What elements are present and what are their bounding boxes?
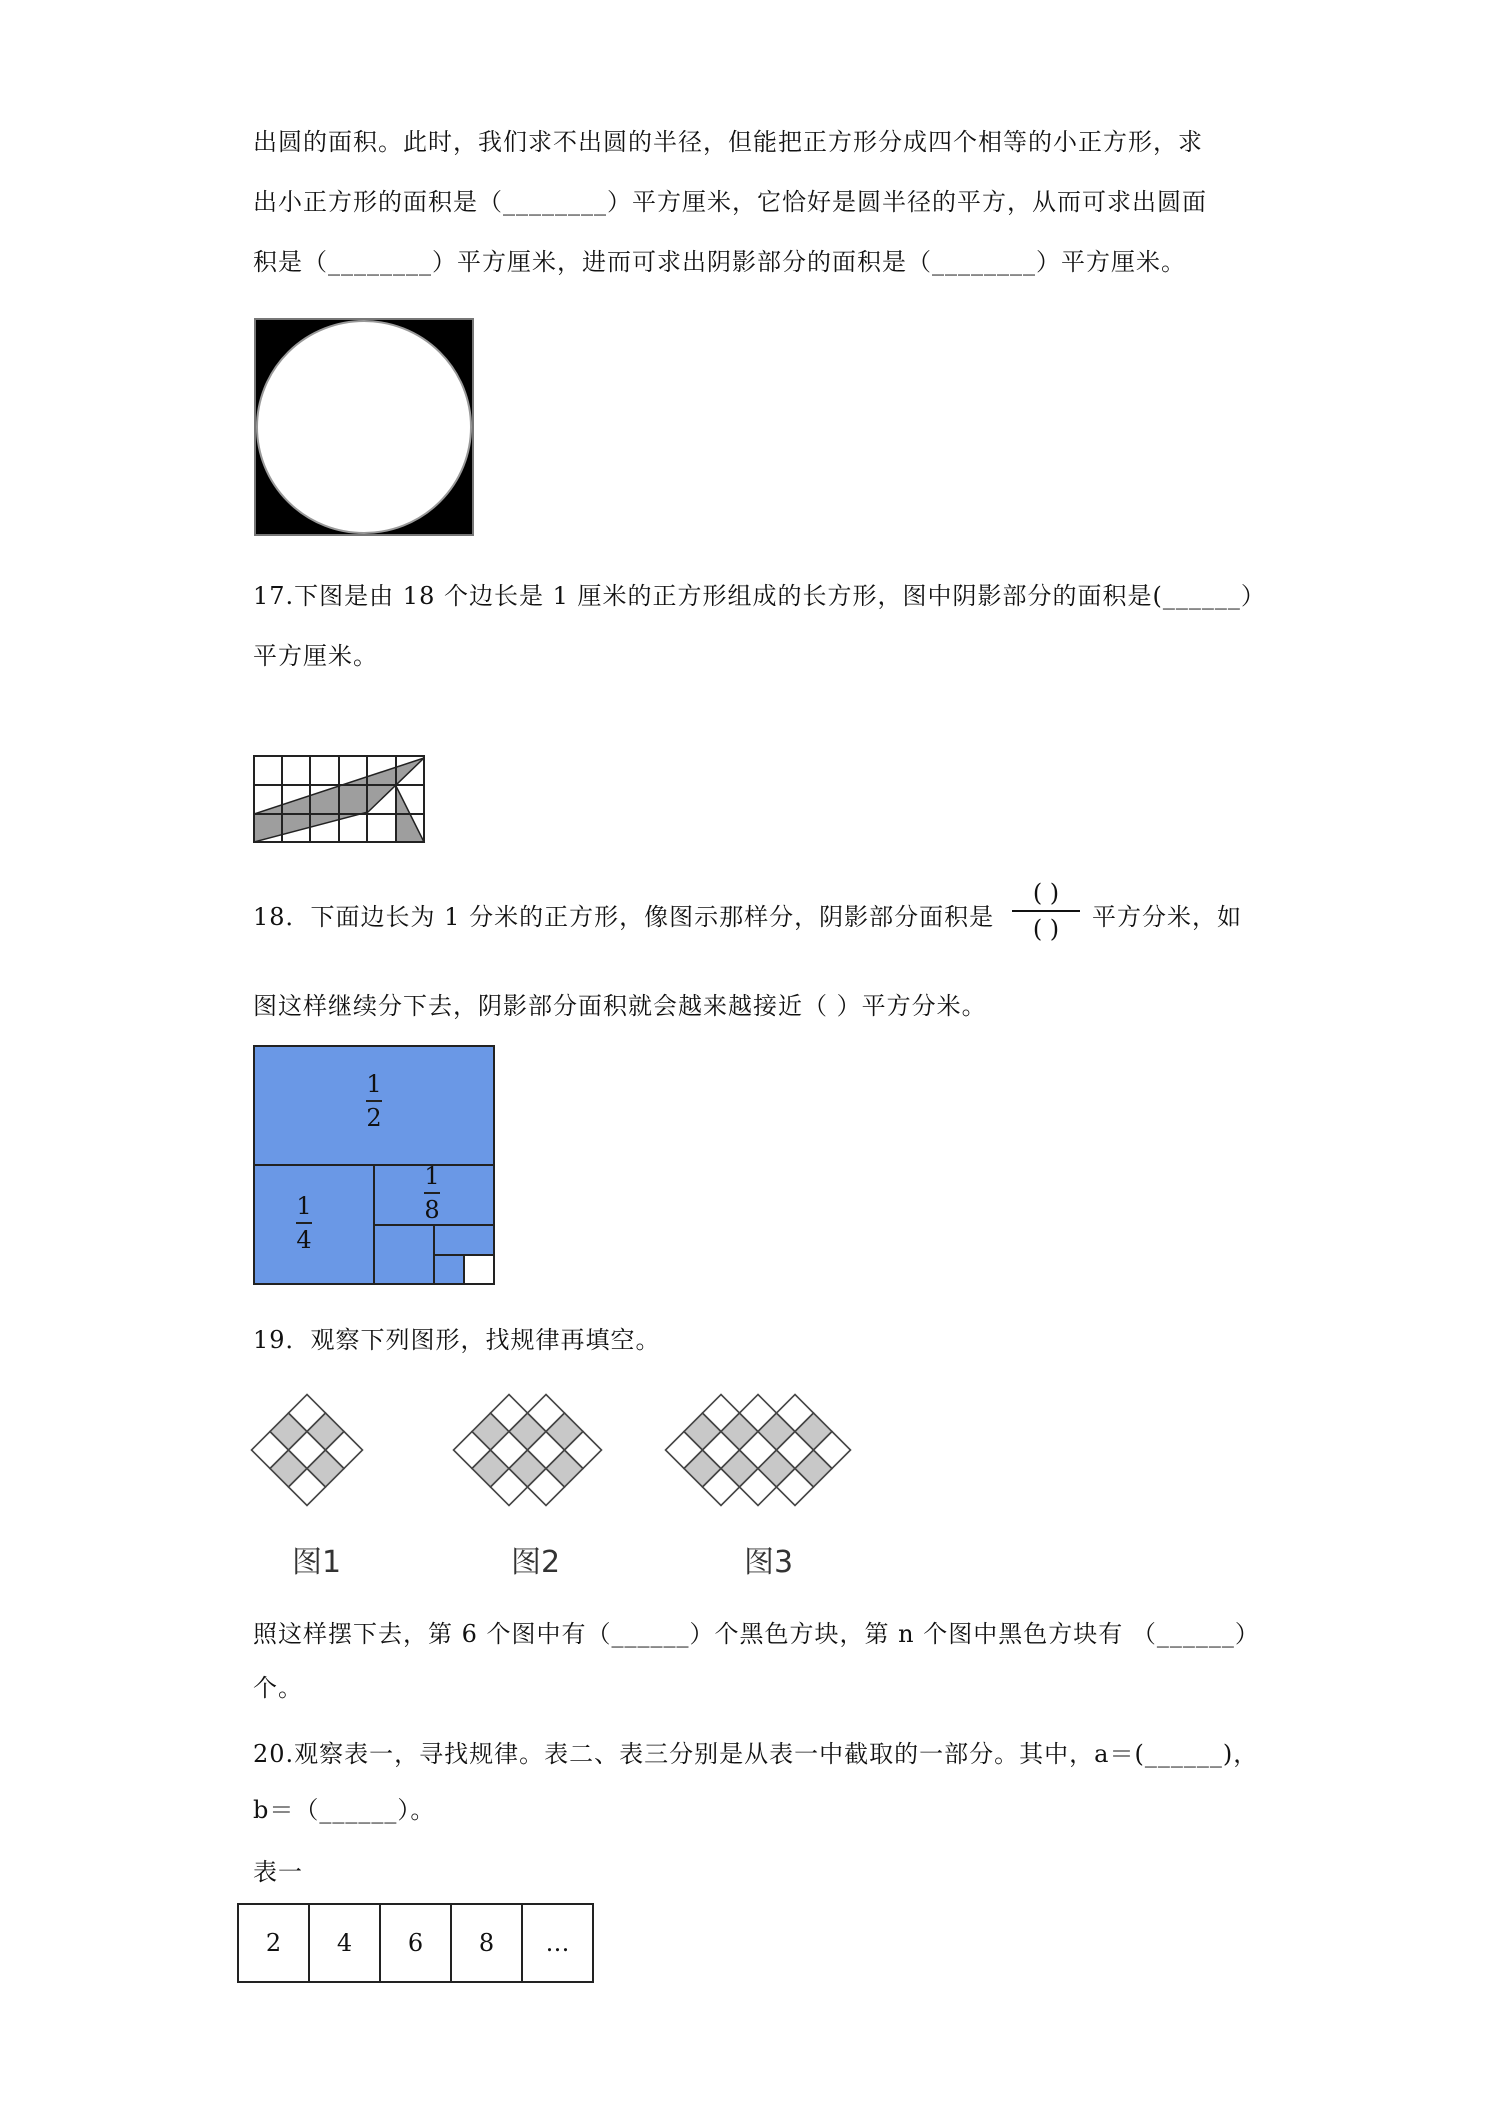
label-one-eighth xyxy=(392,1162,472,1224)
q18-line-2: 图这样继续分下去，阴影部分面积就会越来越接近（ ）平方分米。 xyxy=(253,992,987,1020)
table-cell: 4 xyxy=(309,1904,380,1982)
table-row xyxy=(238,1904,593,1982)
half-numerator: 1 xyxy=(366,1070,382,1098)
q18-square-division-figure xyxy=(252,1044,496,1286)
q18-line-1a: 18．下面边长为 1 分米的正方形，像图示那样分，阴影部分面积是 xyxy=(253,903,995,931)
eighth-numerator: 1 xyxy=(424,1162,440,1190)
label-one-quarter xyxy=(264,1192,344,1254)
caption-figure-3: 图3 xyxy=(744,1545,794,1580)
eighth-denominator: 8 xyxy=(424,1196,440,1224)
unshaded-corner-square xyxy=(464,1255,494,1284)
q16-line-3: 积是（________）平方厘米，进而可求出阴影部分的面积是（________）平方厘米。 xyxy=(253,248,1186,276)
fraction-numerator-blank: ( ) xyxy=(1032,879,1060,907)
q19-line-3: 个。 xyxy=(253,1674,303,1702)
q17-grid-figure xyxy=(252,754,428,846)
fraction-bar xyxy=(1012,910,1080,912)
caption-figure-2: 图2 xyxy=(511,1545,561,1580)
q20-line-2: b＝（______）。 xyxy=(253,1796,436,1824)
table-cell: 6 xyxy=(380,1904,451,1982)
fraction-denominator-blank: ( ) xyxy=(1032,915,1060,943)
q19-line-2: 照这样摆下去，第 6 个图中有（______）个黑色方块，第 n 个图中黑色方块有 （______） xyxy=(253,1620,1260,1648)
q19-line-1: 19．观察下列图形，找规律再填空。 xyxy=(253,1326,661,1354)
quarter-bar xyxy=(296,1222,312,1224)
q16-circle-in-square-figure xyxy=(254,318,476,538)
quarter-denominator: 4 xyxy=(296,1226,312,1254)
q17-line-1: 17.下图是由 18 个边长是 1 厘米的正方形组成的长方形，图中阴影部分的面积是(______） xyxy=(253,582,1266,610)
q16-line-2: 出小正方形的面积是（________）平方厘米，它恰好是圆半径的平方，从而可求出圆面 xyxy=(253,188,1207,216)
table-cell: 2 xyxy=(238,1904,309,1982)
caption-figure-1: 图1 xyxy=(292,1545,342,1580)
q18-line-1b: 平方分米，如 xyxy=(1092,903,1242,931)
q17-line-2: 平方厘米。 xyxy=(253,642,378,670)
table-cell: … xyxy=(522,1904,593,1982)
table-one-title: 表一 xyxy=(253,1858,303,1886)
quarter-numerator: 1 xyxy=(296,1192,312,1220)
table-one xyxy=(237,1903,594,1983)
table-cell: 8 xyxy=(451,1904,522,1982)
half-bar xyxy=(366,1100,382,1102)
inscribed-circle xyxy=(257,321,471,533)
half-denominator: 2 xyxy=(366,1104,382,1132)
q18-fraction-blank xyxy=(1006,878,1086,944)
q20-line-1: 20.观察表一，寻找规律。表二、表三分别是从表一中截取的一部分。其中，a＝(______)， xyxy=(253,1740,1259,1768)
label-one-half xyxy=(334,1070,414,1132)
q16-line-1: 出圆的面积。此时，我们求不出圆的半径，但能把正方形分成四个相等的小正方形，求 xyxy=(253,128,1203,156)
q19-pattern-figures xyxy=(250,1378,870,1528)
eighth-bar xyxy=(424,1192,440,1194)
